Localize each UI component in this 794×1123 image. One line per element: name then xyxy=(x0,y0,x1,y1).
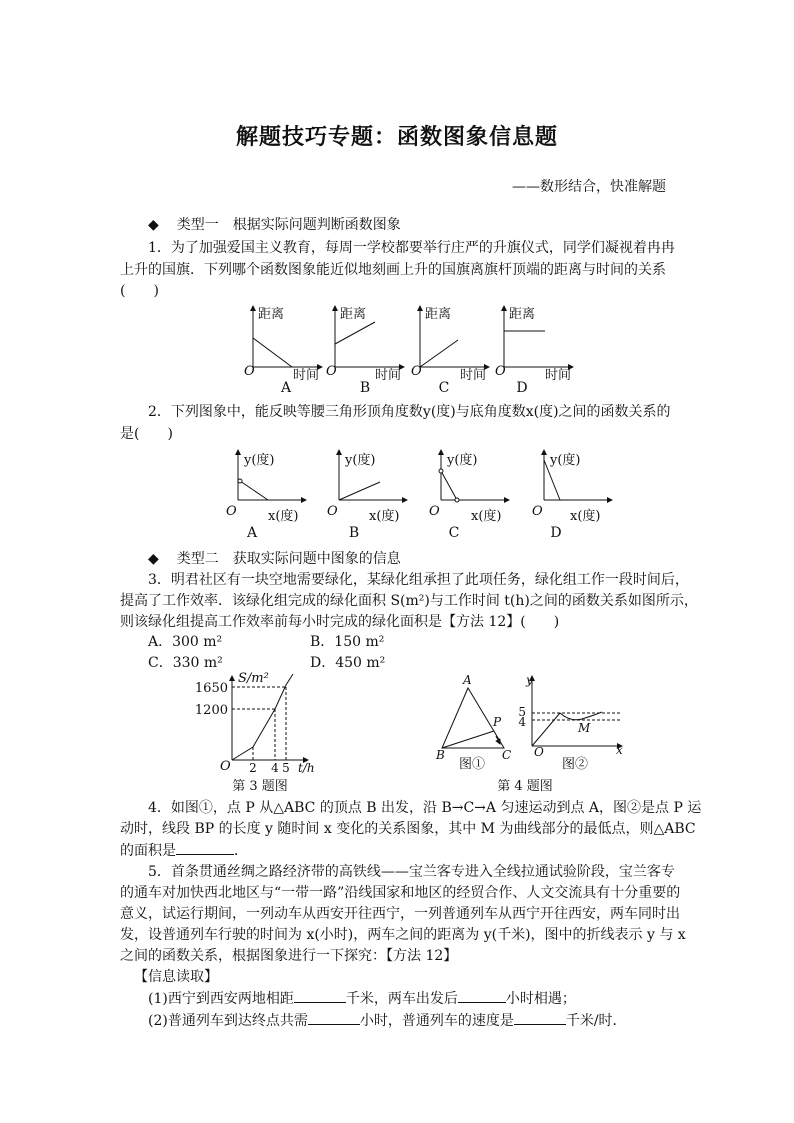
q1-graph-b xyxy=(326,306,404,396)
q5-blank-4[interactable] xyxy=(514,1010,566,1025)
q4-text-3b: ． xyxy=(234,843,248,859)
q1-text-1: 1．为了加强爱国主义教育，每周一学校都要举行庄严的升旗仪式，同学们凝视着冉冉 xyxy=(148,240,675,256)
q1-b-origin: O xyxy=(326,364,337,379)
q2-a-xlabel: x(度) xyxy=(268,509,299,524)
q1-text-3: ( ) xyxy=(120,283,159,299)
fig4-y: y xyxy=(526,673,533,687)
q2-b-ylabel: y(度) xyxy=(345,453,376,468)
q3-text-1: 3．明君社区有一块空地需要绿化，某绿化组承担了此项任务，绿化组工作一段时间后， xyxy=(148,572,689,588)
q1-b-label: B xyxy=(359,380,371,396)
q2-d-label: D xyxy=(550,525,562,541)
section-type1-label: 类型一 根据实际问题判断函数图象 xyxy=(176,217,401,233)
fig3-ytick-1200: 1200 xyxy=(194,703,228,718)
fig3-xlabel: t/h xyxy=(298,761,315,775)
q3-option-d: D．450 m² xyxy=(310,655,386,671)
q5-subq-1b: 千米，两车出发后 xyxy=(345,991,458,1007)
fig4-origin: O xyxy=(534,745,544,759)
section-type2-label: 类型二 获取实际问题中图象的信息 xyxy=(176,551,401,567)
q1-b-ylabel: 距离 xyxy=(340,307,367,322)
q5-info-heading: 【信息读取】 xyxy=(134,969,218,985)
q2-text-2: 是( ) xyxy=(120,426,173,442)
q2-d-ylabel: y(度) xyxy=(550,453,581,468)
fig4-label-A: A xyxy=(463,673,472,687)
q4-answer-blank[interactable] xyxy=(176,840,234,855)
q1-a-xlabel: 时间 xyxy=(293,368,320,383)
q2-c-label: C xyxy=(448,525,460,541)
q5-subq-2a: (2)普通列车到达终点共需 xyxy=(148,1013,308,1029)
q2-graph-c xyxy=(429,450,509,541)
q3-option-a: A．300 m² xyxy=(148,634,223,650)
q2-a-label: A xyxy=(246,525,258,541)
q1-c-xlabel: 时间 xyxy=(460,368,487,383)
q1-d-xlabel: 时间 xyxy=(545,368,572,383)
q2-graph-d xyxy=(532,450,612,541)
q2-graph-a xyxy=(226,450,306,541)
q2-d-origin: O xyxy=(532,504,543,519)
page-title: 解题技巧专题：函数图象信息题 xyxy=(235,124,558,150)
figure-4 xyxy=(430,670,630,796)
q1-graph-a xyxy=(244,306,322,396)
fig3-xtick-2: 2 xyxy=(249,761,257,775)
q4-text-1: 4．如图①，点 P 从△ABC 的顶点 B 出发，沿 B→C→A 匀速运动到点 A，图②是点 P 运 xyxy=(148,800,702,816)
q5-text-2: 的通车对加快西北地区与“一带一路”沿线国家和地区的经贸合作、人文交流具有十分重要的 xyxy=(120,885,681,901)
fig4-caption: 第 4 题图 xyxy=(497,779,553,794)
fig4-x: x xyxy=(616,743,623,757)
fig3-ylabel: S/m² xyxy=(238,671,269,686)
fig4-label-B: B xyxy=(436,748,445,762)
fig4-label-P: P xyxy=(493,715,502,729)
fig4-subcaption-1: 图① xyxy=(458,757,486,772)
q4-text-3 xyxy=(120,840,248,861)
q1-d-ylabel: 距离 xyxy=(509,307,536,322)
page-subtitle: ——数形结合，快准解题 xyxy=(512,179,666,195)
q1-c-label: C xyxy=(438,380,450,396)
q3-text-2: 提高了工作效率．该绿化组完成的绿化面积 S(m²)与工作时间 t(h)之间的函数关系如图所示， xyxy=(120,593,698,609)
q2-d-xlabel: x(度) xyxy=(570,509,601,524)
q1-a-ylabel: 距离 xyxy=(258,307,285,322)
fig3-xtick-4: 4 xyxy=(271,761,279,775)
q2-b-origin: O xyxy=(327,504,338,519)
section-type1 xyxy=(148,214,401,234)
q5-text-4: 发，设普通列车行驶的时间为 x(小时)，两车之间的距离为 y(千米)，图中的折线表示 y 与 x xyxy=(120,927,686,943)
fig4-tick-5: 5 xyxy=(518,705,526,719)
q5-subq-1 xyxy=(148,988,576,1009)
q2-b-label: B xyxy=(348,525,360,541)
diamond-bullet-icon: ◆ xyxy=(148,217,159,233)
q1-c-origin: O xyxy=(411,364,422,379)
q1-b-xlabel: 时间 xyxy=(375,368,402,383)
q5-subq-2 xyxy=(148,1010,627,1031)
q5-text-1: 5．首条贯通丝绸之路经济带的高铁线——宝兰客专进入全线拉通试验阶段，宝兰客专 xyxy=(148,864,675,880)
q5-subq-2c: 千米/时． xyxy=(565,1013,627,1029)
q1-graph-d xyxy=(495,306,573,396)
q3-option-b: B．150 m² xyxy=(310,634,385,650)
q5-subq-1c: 小时相遇； xyxy=(505,991,576,1007)
q1-a-origin: O xyxy=(244,364,255,379)
q5-blank-1[interactable] xyxy=(294,988,346,1003)
q1-d-label: D xyxy=(516,380,528,396)
q1-a-label: A xyxy=(280,380,292,396)
fig3-caption: 第 3 题图 xyxy=(232,779,288,794)
fig4-tick-4: 4 xyxy=(518,715,526,729)
q4-text-3a: 的面积是 xyxy=(120,843,176,859)
q2-a-origin: O xyxy=(226,504,237,519)
q2-text-1: 2．下列图象中，能反映等腰三角形顶角度数y(度)与底角度数x(度)之间的函数关系的 xyxy=(148,404,671,420)
figure-3 xyxy=(190,670,330,796)
fig4-label-C: C xyxy=(502,748,512,762)
section-type2 xyxy=(148,548,401,568)
q1-graph-c xyxy=(411,306,489,396)
q2-b-xlabel: x(度) xyxy=(369,509,400,524)
q3-text-3: 则该绿化组提高工作效率前每小时完成的绿化面积是【方法 12】( ) xyxy=(120,614,560,630)
q1-d-origin: O xyxy=(495,364,506,379)
q2-a-ylabel: y(度) xyxy=(244,453,275,468)
q4-text-2: 动时，线段 BP 的长度 y 随时间 x 变化的关系图象，其中 M 为曲线部分的最低点，则△ABC xyxy=(120,821,696,837)
fig3-ytick-1650: 1650 xyxy=(194,681,228,696)
q5-blank-2[interactable] xyxy=(458,988,506,1003)
fig3-origin: O xyxy=(220,759,231,774)
q3-option-c: C．330 m² xyxy=(148,655,223,671)
fig3-xtick-5: 5 xyxy=(282,761,290,775)
q1-c-ylabel: 距离 xyxy=(425,307,452,322)
q5-text-5: 之间的函数关系，根据图象进行一下探究：【方法 12】 xyxy=(120,948,458,964)
fig4-label-M: M xyxy=(578,721,591,735)
fig4-subcaption-2: 图② xyxy=(561,757,589,772)
q2-graph-b xyxy=(327,450,407,541)
q1-text-2: 上升的国旗．下列哪个函数图象能近似地刻画上升的国旗离旗杆顶端的距离与时间的关系 xyxy=(120,262,666,278)
diamond-bullet-icon: ◆ xyxy=(148,551,159,567)
q2-graphs xyxy=(0,442,794,542)
q5-text-3: 意义，试运行期间，一列动车从西安开往西宁，一列普通列车从西宁开往西安，两车同时出 xyxy=(120,906,680,922)
q2-c-xlabel: x(度) xyxy=(471,509,502,524)
q5-blank-3[interactable] xyxy=(308,1010,360,1025)
q2-c-ylabel: y(度) xyxy=(447,453,478,468)
q1-graphs xyxy=(0,298,794,398)
q5-subq-1a: (1)西宁到西安两地相距 xyxy=(148,991,294,1007)
q5-subq-2b: 小时，普通列车的速度是 xyxy=(359,1013,514,1029)
q2-c-origin: O xyxy=(429,504,440,519)
